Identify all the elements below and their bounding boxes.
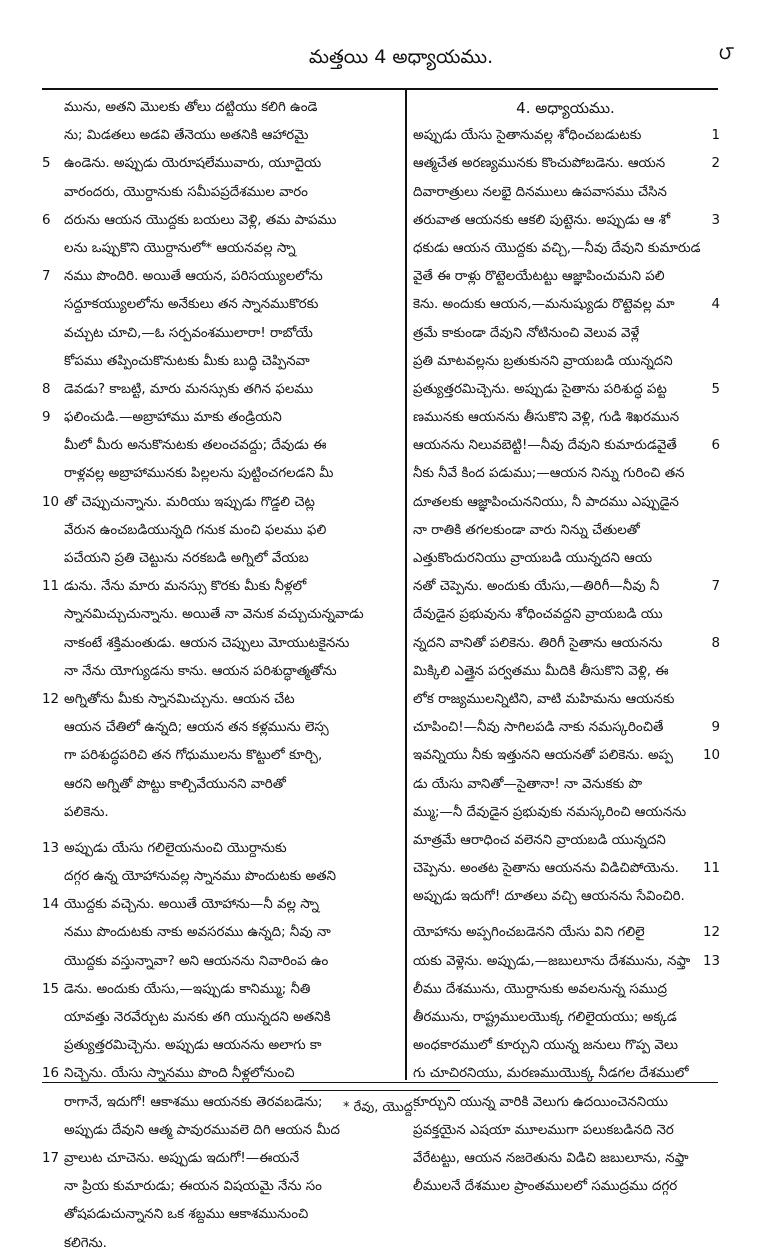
verse-text: అగ్నితోను మీకు స్నానమిచ్చును. ఆయన చేట (64, 691, 295, 707)
right-line (413, 976, 718, 1004)
right-line (413, 545, 718, 573)
left-line (42, 150, 400, 178)
verse-text: వచ్చుట చూచి,—ఓ సర్పవంశములారా! రాబోయే (64, 325, 313, 341)
left-line (42, 1117, 400, 1145)
verse-text: నాకంటే శక్తిమంతుడు. ఆయన చెప్పులు మోయుటకైనను (64, 635, 350, 651)
verse-text: చెప్పెను. అంతట సైతాను ఆయనను విడిచిపోయెను. (413, 861, 679, 877)
left-line (42, 827, 400, 835)
right-line (413, 742, 718, 770)
verse-text: అప్పుడు యేసు సైతానువల్ల శోధించబడుటకు (413, 128, 642, 144)
verse-text: యొద్దకు వచ్చెను. అయితే యోహాను—నీ వల్ల స్నా (64, 897, 319, 913)
verse-text: నిచ్చెను. యేసు స్నానము పొంది నీళ్లలోనుంచి (64, 1066, 295, 1082)
verse-number: 6 (42, 212, 51, 228)
right-column (413, 94, 718, 1201)
verse-text: కోపము తప్పించుకొనుటకు మీకు బుద్ధి చెప్పినవా (64, 353, 310, 369)
column-divider (405, 90, 407, 1080)
verse-text: గు చూచిరనియు, మరణముయొక్క నీడగల దేశములో (413, 1066, 689, 1082)
verse-text: ఆరని అగ్నితో పొట్టు కాల్చివేయునని వారితో (64, 776, 286, 792)
verse-text: తీరమును, రాష్ట్రములయొక్క గలిలైయయు; అక్కడ (413, 1010, 677, 1025)
left-line (42, 835, 400, 863)
verse-text: ఆయన చేతిలో ఉన్నది; ఆయన తన కళ్లమును లెస్స (64, 720, 329, 736)
verse-text: నము పొందిరి. అయితే ఆయన, పరిసయ్యులలోను (64, 269, 323, 285)
right-line (413, 263, 718, 291)
verse-text: ణమునకు ఆయనను తీసుకొని వెళ్లి, గుడి శిఖరమున (413, 410, 680, 426)
verse-number: 7 (711, 579, 720, 594)
verse-number: 13 (702, 954, 720, 969)
verse-text: తో చెప్పుచున్నాను. మరియు ఇప్పుడు గొడ్డలి చెట్ల (64, 494, 315, 510)
left-line (42, 376, 400, 404)
verse-text: కూర్చుని యున్న వారికి వెలుగు ఉదయించెననియు (413, 1094, 669, 1110)
right-line (413, 1060, 718, 1088)
verse-text: నా రాతికి తగలకుండా వారు నిన్ను చేతులతో (413, 522, 640, 538)
verse-text: తోషపడుచున్నానని ఒక శబ్దము ఆకాశమునుంచి (64, 1207, 309, 1223)
verse-text: వేరేటట్టు, ఆయన నజరెతును విడిచి జబులూను, నఫ్తా (413, 1150, 689, 1166)
left-line (42, 320, 400, 348)
verse-text: దివారాత్రులు నలభై దినములు ఉపవాసము చేసిన (413, 184, 667, 200)
verse-text: ఆయనను నిలువబెట్టి!—నీవు దేవుని కుమారుడవైతే (413, 438, 677, 454)
verse-number: 2 (711, 156, 720, 171)
right-line (413, 320, 718, 348)
left-line (42, 573, 400, 601)
verse-text: కలిగెను. (64, 1235, 107, 1251)
right-line (413, 948, 718, 976)
left-line (42, 517, 400, 545)
right-line (413, 919, 718, 947)
left-line (42, 291, 400, 319)
left-line (42, 489, 400, 517)
left-line (42, 863, 400, 891)
verse-number: 12 (702, 925, 720, 940)
verse-text: దూతలకు ఆజ్ఞాపించుననియు, నీ పాదము ఎప్పుడైన (413, 494, 679, 510)
left-line (42, 658, 400, 686)
left-line (42, 771, 400, 799)
verse-text: వ్రాలుట చూచెను. అప్పుడు ఇదుగో!—ఈయనే (64, 1150, 300, 1166)
footnote: * రేవు, యొద్ద. (342, 1100, 418, 1115)
verse-text: అప్పుడు ఇదుగో! దూతలు వచ్చి ఆయనను సేవించిరి. (413, 889, 685, 905)
verse-text: డెను. అందుకు యేసు,—ఇప్పుడు కానిమ్ము; నీతి (64, 981, 311, 997)
left-line (42, 799, 400, 827)
right-line (413, 404, 718, 432)
verse-number: 8 (42, 381, 51, 397)
verse-number: 9 (42, 410, 51, 426)
verse-text: పచేయని ప్రతి చెట్టును నరకబడి అగ్నిలో వేయబ (64, 551, 309, 566)
verse-number: 16 (42, 1066, 60, 1082)
left-line (42, 714, 400, 742)
left-line (42, 1173, 400, 1201)
verse-text: గా పరిశుద్ధపరిచి తన గోధుములను కొట్టులో కూర్చి, (64, 748, 323, 764)
verse-number: 1 (711, 128, 720, 143)
verse-text: ఇవన్నియు నీకు ఇత్తునని ఆయనతో పలికెను. అప్ప (413, 748, 674, 764)
verse-text: నము పొందుటకు నాకు అవసరము ఉన్నది; నీవు నా (64, 925, 331, 941)
verse-text: ప్రవక్తయైన ఎషయా మూలముగా పలుకబడినది నెర (413, 1122, 674, 1138)
verse-text: నతో చెప్పెను. అందుకు యేసు,—తిరిగీ—నీవు నీ (413, 579, 660, 595)
right-line (413, 855, 718, 883)
right-line (413, 771, 718, 799)
verse-number: 7 (42, 269, 51, 285)
verse-number: 10 (702, 748, 720, 763)
left-line (42, 1230, 400, 1258)
verse-number: 12 (42, 691, 60, 707)
left-line (42, 235, 400, 263)
verse-text: నీకు నీవే కింద పడుము;—ఆయన నిన్ను గురించి తన (413, 466, 685, 482)
verse-text: నా నేను యోగ్యుడను కాను. ఆయన పరిశుద్ధాత్మతోను (64, 663, 337, 679)
right-line (413, 432, 718, 460)
right-line (413, 1173, 718, 1201)
verse-text: మాత్రమే ఆరాధించ వలెనని వ్రాయబడి యున్నదని (413, 832, 666, 848)
right-line (413, 517, 718, 545)
left-line (42, 891, 400, 919)
verse-text: కెను. అందుకు ఆయన,—మనుష్యుడు రొట్టెవల్ల మా (413, 297, 675, 313)
verse-text: తరువాత ఆయనకు ఆకలి పుట్టెను. అప్పుడు ఆ శో (413, 212, 671, 228)
right-line (413, 1117, 718, 1145)
verse-text: ధకుడు ఆయన యొద్దకు వచ్చి,—నీవు దేవుని కుమారుడ (413, 240, 701, 256)
right-line (413, 630, 718, 658)
verse-text: డు యేసు వానితో—సైతానా! నా వెనుకకు పొ (413, 776, 643, 792)
verse-text: ఎత్తుకొందురనియు వ్రాయబడి యున్నదని ఆయ (413, 551, 653, 566)
verse-text: అంధకారములో కూర్చుని యున్న జనులు గొప్ప వెలు (413, 1038, 678, 1054)
right-line (413, 179, 718, 207)
page-title: మత్తయి 4 అధ్యాయము. (308, 46, 494, 68)
left-line (42, 460, 400, 488)
verse-text: వారందరు, యొర్దానుకు సమీపప్రదేశముల వారం (64, 184, 308, 200)
right-line (413, 883, 718, 911)
verse-number: 14 (42, 897, 60, 913)
verse-number: 11 (42, 579, 60, 595)
verse-text: నా ప్రియ కుమారుడు; ఈయన విషయమై నేను సం (64, 1179, 322, 1195)
verse-number: 4 (711, 297, 720, 312)
verse-text: లీము దేశమును, యొర్దానుకు అవలనున్న సముద్ర (413, 981, 667, 997)
left-line (42, 948, 400, 976)
right-line (413, 714, 718, 742)
verse-number: 6 (711, 438, 720, 453)
verse-text: న్నదని వానితో పలికెను. తిరిగీ సైతాను ఆయనను (413, 635, 663, 651)
left-line (42, 1201, 400, 1229)
left-line (42, 94, 400, 122)
page-number: ౮ (718, 42, 734, 64)
verse-text: ప్రత్యుత్తరమిచ్చెను. అప్పుడు ఆయనను అలాగు కా (64, 1038, 322, 1054)
verse-number: 8 (711, 636, 720, 651)
verse-text: ప్రత్యుత్తరమిచ్చెను. అప్పుడు సైతాను పరిశుద్ధ పట్ట (413, 381, 667, 397)
verse-text: ఆత్మచేత అరణ్యమునకు కొంచుపోబడెను. ఆయన (413, 156, 666, 172)
verse-text: డెవడు? కాబట్టి, మారు మనస్సుకు తగిన ఫలము (64, 381, 314, 397)
right-line (413, 601, 718, 629)
verse-number: 5 (42, 156, 51, 172)
verse-text: యకు వెళ్లెను. అప్పుడు,—జబులూను దేశమును, నఫ్తా (413, 953, 691, 969)
left-line (42, 919, 400, 947)
right-line (413, 489, 718, 517)
left-line (42, 263, 400, 291)
left-line (42, 1032, 400, 1060)
chapter-heading: 4. అధ్యాయము. (516, 99, 615, 117)
verse-text: అప్పుడు దేవుని ఆత్మ పావురమువలె దిగి ఆయన మీద (64, 1122, 340, 1138)
verse-text: రాళ్లవల్ల అబ్రాహామునకు పిల్లలను పుట్టించగలడని మీ (64, 466, 334, 482)
running-header (60, 36, 742, 86)
right-line (413, 911, 718, 919)
left-line (42, 207, 400, 235)
left-line (42, 601, 400, 629)
verse-number: 9 (711, 720, 720, 735)
verse-number: 10 (42, 494, 60, 510)
verse-text: వేరున ఉంచబడియున్నది గనుక మంచి ఫలము ఫలి (64, 522, 327, 538)
left-line (42, 432, 400, 460)
left-line (42, 1145, 400, 1173)
left-line (42, 686, 400, 714)
verse-number: 13 (42, 840, 60, 856)
verse-text: మీలో మీరు అనుకొనుటకు తలంచవద్దు; దేవుడు ఈ (64, 438, 327, 454)
right-line (413, 1145, 718, 1173)
left-line (42, 1060, 400, 1088)
verse-text: మిక్కిలి ఎత్తైన పర్వతము మీదికి తీసుకొని వెళ్లి, ఈ (413, 663, 669, 679)
verse-text: మును, అతని మొలకు తోలు దట్టియు కలిగి ఉండె (64, 100, 318, 115)
verse-text: త్రమే కాకుండా దేవుని నోటినుంచి వెలువ వెళ్లే (413, 325, 640, 341)
verse-text: చూపించి!—నీవు సాగిలపడి నాకు నమస్కరించితే (413, 720, 664, 736)
verse-number: 11 (702, 861, 720, 876)
verse-text: దేవుడైన ప్రభువును శోధించవద్దని వ్రాయబడి యు (413, 607, 663, 623)
left-line (42, 122, 400, 150)
verse-text: ప్రతి మాటవల్లను బ్రతుకునని వ్రాయబడి యున్నదని (413, 353, 673, 369)
verse-text: లను ఒప్పుకొని యొర్దానులో* ఆయనవల్ల స్నా (64, 240, 296, 256)
left-line (42, 1004, 400, 1032)
verse-text: అప్పుడు యేసు గలిలైయనుంచి యొర్దానుకు (64, 840, 287, 856)
right-line (413, 207, 718, 235)
verse-text: ఫలించుడి.—అబ్రాహాము మాకు తండ్రియని (64, 410, 282, 426)
right-line (413, 150, 718, 178)
left-line (42, 545, 400, 573)
verse-text: ను; మిడతలు అడవి తేనెయు అతనికి ఆహారమై (64, 128, 309, 144)
right-line (413, 348, 718, 376)
right-line (413, 1032, 718, 1060)
verse-text: సద్దూకయ్యులలోను అనేకులు తన స్నానముకొరకు (64, 297, 319, 313)
right-line (413, 291, 718, 319)
right-line (413, 235, 718, 263)
verse-text: రాగానే, ఇదుగో! ఆకాశము ఆయనకు తెరవబడెను; (64, 1094, 323, 1110)
verse-number: 17 (42, 1150, 60, 1166)
verse-text: డును. నేను మారు మనస్సు కొరకు మీకు నీళ్లలో (64, 579, 307, 595)
verse-text: వైతే ఈ రాళ్లు రొట్టెలయేటట్టు ఆజ్ఞాపించుమని పలి (413, 269, 665, 285)
verse-text: దగ్గర ఉన్న యోహానువల్ల స్నానము పొందుటకు అతని (64, 869, 337, 885)
verse-text: యొద్దకు వస్తున్నావా? అని ఆయనను నివారింప ఉం (64, 953, 329, 969)
verse-text: యోహాను అప్పగించబడెనని యేసు విని గలిలై (413, 925, 645, 941)
right-line (413, 573, 718, 601)
left-column (42, 94, 400, 1258)
verse-text: ఉండెను. అప్పుడు యెరూషలేమువారు, యూదైయ (64, 156, 322, 172)
verse-text: మ్ము;—నీ దేవుడైన ప్రభువుకు నమస్కరించి ఆయనను (413, 804, 687, 820)
verse-text: లీములనే దేశముల ప్రాంతములలో సముద్రము దగ్గర (413, 1179, 678, 1195)
right-line (413, 799, 718, 827)
right-line (413, 122, 718, 150)
verse-text: దరును ఆయన యొద్దకు బయలు వెళ్లి, తమ పాపము (64, 212, 337, 228)
left-line (42, 976, 400, 1004)
right-line (413, 658, 718, 686)
right-line (413, 686, 718, 714)
left-line (42, 630, 400, 658)
right-line (413, 1004, 718, 1032)
left-line (42, 179, 400, 207)
right-line (413, 460, 718, 488)
verse-number: 5 (711, 382, 720, 397)
left-line (42, 348, 400, 376)
verse-text: యావత్తు నెరవేర్చుట మనకు తగి యున్నదని అతనికి (64, 1010, 331, 1025)
verse-text: స్నానమిచ్చుచున్నాను. అయితే నా వెనుక వచ్చుచున్నవాడు (64, 607, 364, 623)
verse-number: 15 (42, 981, 60, 997)
right-line (413, 827, 718, 855)
verse-text: పలికెను. (64, 804, 109, 820)
right-line (413, 376, 718, 404)
verse-text: లోక రాజ్యములన్నిటిని, వాటి మహిమను ఆయనకు (413, 691, 675, 707)
left-line (42, 742, 400, 770)
header-rule (42, 88, 718, 90)
verse-number: 3 (711, 213, 720, 228)
left-line (42, 404, 400, 432)
